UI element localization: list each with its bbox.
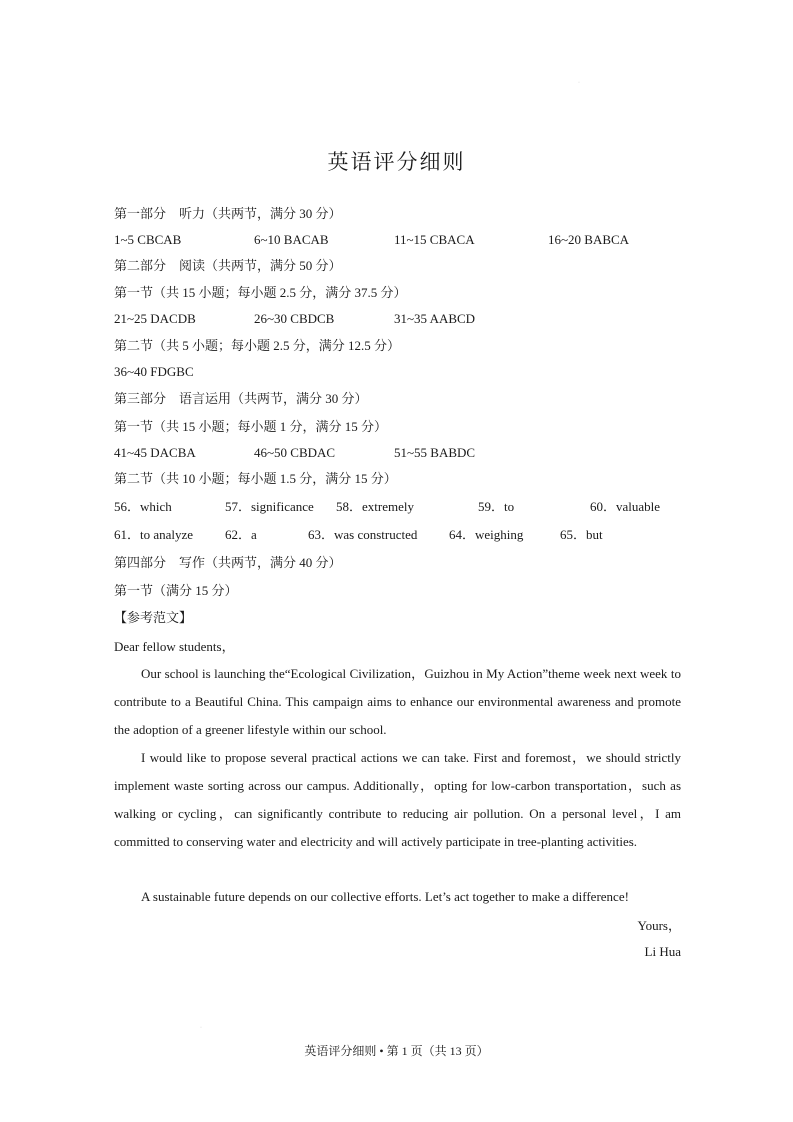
- answer-group: 21~25 DACDB: [114, 311, 196, 326]
- answer-group: 1~5 CBCAB: [114, 232, 182, 247]
- answer-group: 26~30 CBDCB: [254, 311, 335, 326]
- fill-answer: 59．to: [478, 499, 515, 514]
- part2-heading: 第二部分 阅读（共两节，满分 50 分）: [114, 258, 342, 273]
- part2-sec2-heading: 第二节（共 5 小题；每小题 2.5 分，满分 12.5 分）: [114, 338, 401, 353]
- scan-speck: ·: [200, 1025, 202, 1031]
- part3-sec1-heading: 第一节（共 15 小题；每小题 1 分，满分 15 分）: [114, 419, 388, 434]
- fill-answer: 62．a: [225, 527, 257, 542]
- fill-answer: 60．valuable: [590, 499, 661, 514]
- part1-heading: 第一部分 听力（共两节，满分 30 分）: [114, 206, 342, 221]
- fill-answer: 56．which: [114, 499, 172, 514]
- answer-group: 41~45 DACBA: [114, 445, 196, 460]
- scan-speck: ·: [578, 80, 580, 86]
- part3-sec2-heading: 第二节（共 10 小题；每小题 1.5 分，满分 15 分）: [114, 471, 397, 486]
- part4-heading: 第四部分 写作（共两节，满分 40 分）: [114, 555, 342, 570]
- sample-essay-label: 【参考范文】: [114, 610, 193, 625]
- answer-group: 6~10 BACAB: [254, 232, 329, 247]
- answer-group: 51~55 BABDC: [394, 445, 476, 460]
- letter-paragraph: A sustainable future depends on our collective efforts. Let’s act together to make a difference!: [141, 889, 629, 904]
- letter-paragraph: Our school is launching the“Ecological Civilization，Guizhou in My Action”theme week next week to contribute to a Beautiful China. This campaign aims to enhance our environmental awareness and promote the adoption of a greener lifestyle within our school.: [114, 666, 681, 737]
- answer-group: 36~40 FDGBC: [114, 364, 194, 379]
- letter-paragraph: I would like to propose several practical actions we can take. First and foremost，we should strictly implement waste sorting across our campus. Additionally，opting for low-carbon transportation，such as walking or cycling，can significantly contribute to reducing air pollution. On a personal level，I am committed to conserving water and electricity and will actively participate in tree-planting activities.: [114, 750, 681, 849]
- answer-group: 31~35 AABCD: [394, 311, 476, 326]
- fill-answer: 58．extremely: [336, 499, 414, 514]
- answer-group: 11~15 CBACA: [394, 232, 475, 247]
- part3-heading: 第三部分 语言运用（共两节，满分 30 分）: [114, 391, 368, 406]
- fill-answer: 64．weighing: [449, 527, 524, 542]
- fill-answer: 63．was constructed: [308, 527, 418, 542]
- page-footer: 英语评分细则 • 第 1 页（共 13 页）: [304, 1044, 489, 1058]
- part4-sec1-heading: 第一节（满分 15 分）: [114, 583, 238, 598]
- part2-sec1-heading: 第一节（共 15 小题；每小题 2.5 分，满分 37.5 分）: [114, 285, 407, 300]
- fill-answer: 57．significance: [225, 499, 314, 514]
- page-title: 英语评分细则: [327, 150, 466, 174]
- answer-group: 16~20 BABCA: [548, 232, 630, 247]
- fill-answer: 65．but: [560, 527, 603, 542]
- letter-greeting: Dear fellow students，: [114, 639, 235, 654]
- fill-answer: 61．to analyze: [114, 527, 194, 542]
- answer-group: 46~50 CBDAC: [254, 445, 336, 460]
- letter-closing: Yours，: [637, 918, 681, 933]
- letter-signature: Li Hua: [644, 944, 681, 959]
